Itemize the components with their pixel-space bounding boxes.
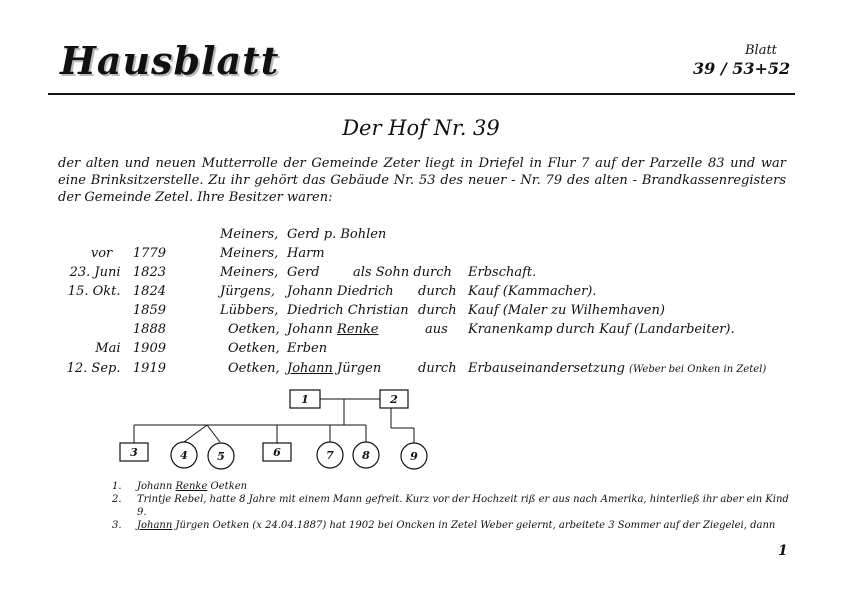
owner-acquisition: als Sohn durch (353, 265, 452, 280)
tree-connector (207, 425, 220, 442)
owner-firstname: Erben (287, 341, 328, 356)
tree-label: 9 (410, 450, 418, 463)
owner-rufname: Johann (287, 361, 333, 376)
owner-date: Mai (95, 341, 121, 356)
tree-label: 5 (217, 450, 225, 463)
owner-surname: Lübbers, (220, 303, 279, 318)
owner-detail: Kauf (Kammacher). (468, 284, 597, 299)
owner-firstname: Jürgen (332, 361, 382, 376)
tree-label: 1 (301, 393, 309, 406)
tree-label: 4 (180, 449, 188, 462)
owner-surname: Meiners, (220, 246, 279, 261)
tree-label: 8 (362, 449, 370, 462)
owner-acquisition: durch (418, 303, 457, 318)
owner-year: 1919 (132, 361, 166, 376)
owner-acquisition: durch (418, 361, 457, 376)
footnote-text: Oetken (207, 481, 248, 492)
owner-detail: Kranenkamp durch Kauf (Landarbeiter). (468, 322, 735, 337)
owner-surname: Oetken, (228, 322, 280, 337)
tree-connector (184, 425, 207, 442)
footnote-rufname: Renke (175, 481, 208, 492)
footnote-text: Jürgen Oetken (x 24.04.1887) hat 1902 bei Oncken in Zetel Weber gelernt, arbeitete 3 Sommer auf der Ziegelei, dann (172, 520, 776, 531)
page-title: Hausblatt (60, 38, 280, 83)
owner-date: 15. Okt. (67, 284, 121, 299)
footnote-number: 2. (112, 494, 122, 505)
footnote (112, 480, 792, 493)
owner-detail: Erbschaft. (468, 265, 537, 280)
owner-date: vor (90, 246, 113, 261)
owner-detail: Kauf (Maler zu Wilhemhaven) (468, 303, 665, 318)
owner-date: 12. Sep. (66, 361, 121, 376)
owner-surname: Oetken, (228, 361, 280, 376)
owner-firstname: Gerd p. Bohlen (287, 227, 387, 242)
intro-paragraph: der alten und neuen Mutterrolle der Gemeinde Zeter liegt in Driefel in Flur 7 auf der Parzelle 83 und war eine Brinksitzerstelle. Zu ihr gehört das Gebäude Nr. 53 des neuer - Nr. 79 des alten - Brandkassenregisters der Gemeinde Zetel. Ihre Besitzer waren: (58, 156, 786, 205)
owner-acquisition: durch (418, 284, 457, 299)
footnote (112, 493, 792, 519)
tree-label: 2 (390, 393, 398, 406)
owner-year: 1779 (132, 246, 166, 261)
owner-firstname: Johann Diedrich (287, 284, 394, 299)
owner-year: 1909 (132, 341, 166, 356)
owner-year: 1824 (132, 284, 166, 299)
blatt-number: 39 / 53+52 (693, 59, 791, 78)
owner-firstname: Diedrich Christian (287, 303, 409, 318)
owner-firstname: Gerd (287, 265, 320, 280)
tree-label: 7 (326, 449, 334, 462)
tree-label: 3 (130, 446, 138, 459)
owner-note: (Weber bei Onken in Zetel) (629, 364, 767, 375)
blatt-label: Blatt (745, 43, 777, 58)
owner-detail: Erbauseinandersetzung (468, 361, 625, 376)
owner-date: 23. Juni (69, 265, 121, 280)
owner-acquisition: aus (425, 322, 448, 337)
owner-surname: Meiners, (220, 227, 279, 242)
footnote-rufname: Johann (137, 520, 173, 531)
page-number: 1 (778, 543, 788, 559)
footnote-number: 1. (112, 481, 122, 492)
footnote-number: 3. (112, 520, 122, 531)
owner-surname: Oetken, (228, 341, 280, 356)
owner-surname: Jürgens, (220, 284, 275, 299)
owner-surname: Meiners, (220, 265, 279, 280)
owner-year: 1859 (132, 303, 166, 318)
footnote-text: Johann (137, 481, 176, 492)
section-heading: Der Hof Nr. 39 (342, 116, 500, 140)
footnotes (112, 480, 792, 532)
footnote-text: Trintje Rebel, hatte 8 Jahre mit einem Mann gefreit. Kurz vor der Hochzeit riß er aus nach Amerika, hinterließ ihr aber ein Kind 9. (137, 494, 789, 518)
owner-firstname: Harm (287, 246, 325, 261)
owner-year: 1888 (132, 322, 166, 337)
footnote (112, 519, 792, 532)
owner-firstname: Johann (287, 322, 338, 337)
owner-year: 1823 (132, 265, 166, 280)
owner-rufname: Renke (337, 322, 379, 337)
tree-label: 6 (273, 446, 281, 459)
